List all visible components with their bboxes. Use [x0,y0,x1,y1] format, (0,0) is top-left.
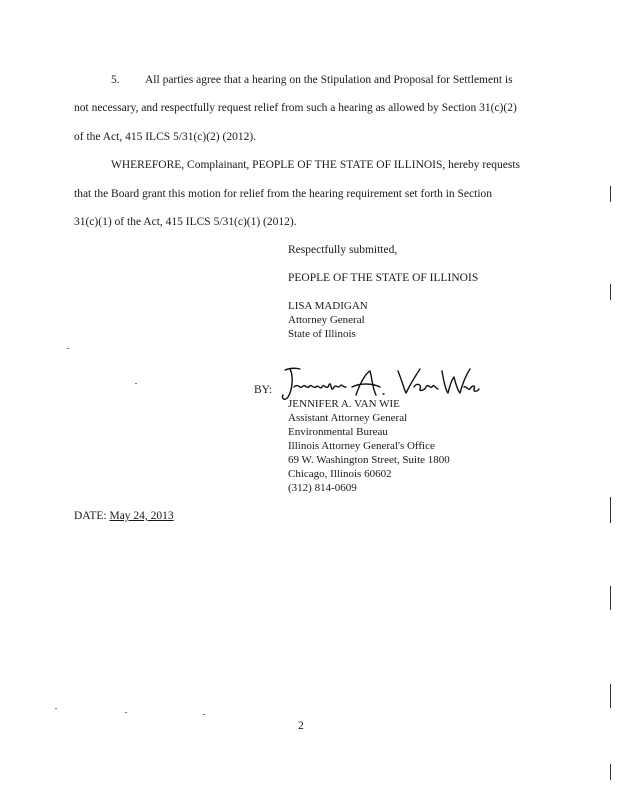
signer-city: Chicago, Illinois 60602 [288,468,392,480]
date-label: DATE: [74,510,107,522]
margin-mark [610,684,611,708]
scan-speck [67,348,69,349]
paragraph-5-line-3: of the Act, 415 ILCS 5/31(c)(2) (2012). [74,131,257,143]
signer-street: 69 W. Washington Street, Suite 1800 [288,454,450,466]
margin-mark [610,586,611,610]
signer-office: Illinois Attorney General's Office [288,440,435,452]
paragraph-5-line-1: All parties agree that a hearing on the Stipulation and Proposal for Settlement is [145,74,513,86]
margin-mark [610,497,611,523]
signer-name: JENNIFER A. VAN WIE [288,398,400,410]
scan-speck [55,708,57,709]
wherefore-line-1: WHEREFORE, Complainant, PEOPLE OF THE STATE OF ILLINOIS, hereby requests [111,159,520,171]
attorney-general-state: State of Illinois [288,328,356,340]
signer-phone: (312) 814-0609 [288,482,357,494]
party-name: PEOPLE OF THE STATE OF ILLINOIS [288,272,479,284]
paragraph-number: 5. [111,74,120,86]
respectfully-submitted: Respectfully submitted, [288,244,398,256]
date-line [74,509,174,523]
attorney-general-name: LISA MADIGAN [288,300,368,312]
attorney-general-title: Attorney General [288,314,365,326]
margin-mark [610,284,611,300]
wherefore-line-3: 31(c)(1) of the Act, 415 ILCS 5/31(c)(1) (2012). [74,216,297,228]
signer-bureau: Environmental Bureau [288,426,388,438]
by-label: BY: [254,384,273,396]
scan-speck [135,383,137,384]
page-number: 2 [298,720,304,732]
wherefore-line-2: that the Board grant this motion for relief from the hearing requirement set forth in Section [74,188,493,200]
margin-mark [610,764,611,780]
date-value: May 24, 2013 [109,510,174,522]
signer-title: Assistant Attorney General [288,412,408,424]
margin-mark [610,186,611,202]
scan-speck [203,714,205,715]
paragraph-5-line-2: not necessary, and respectfully request relief from such a hearing as allowed by Section 31(c)(2) [74,102,517,114]
scan-speck [125,712,127,713]
